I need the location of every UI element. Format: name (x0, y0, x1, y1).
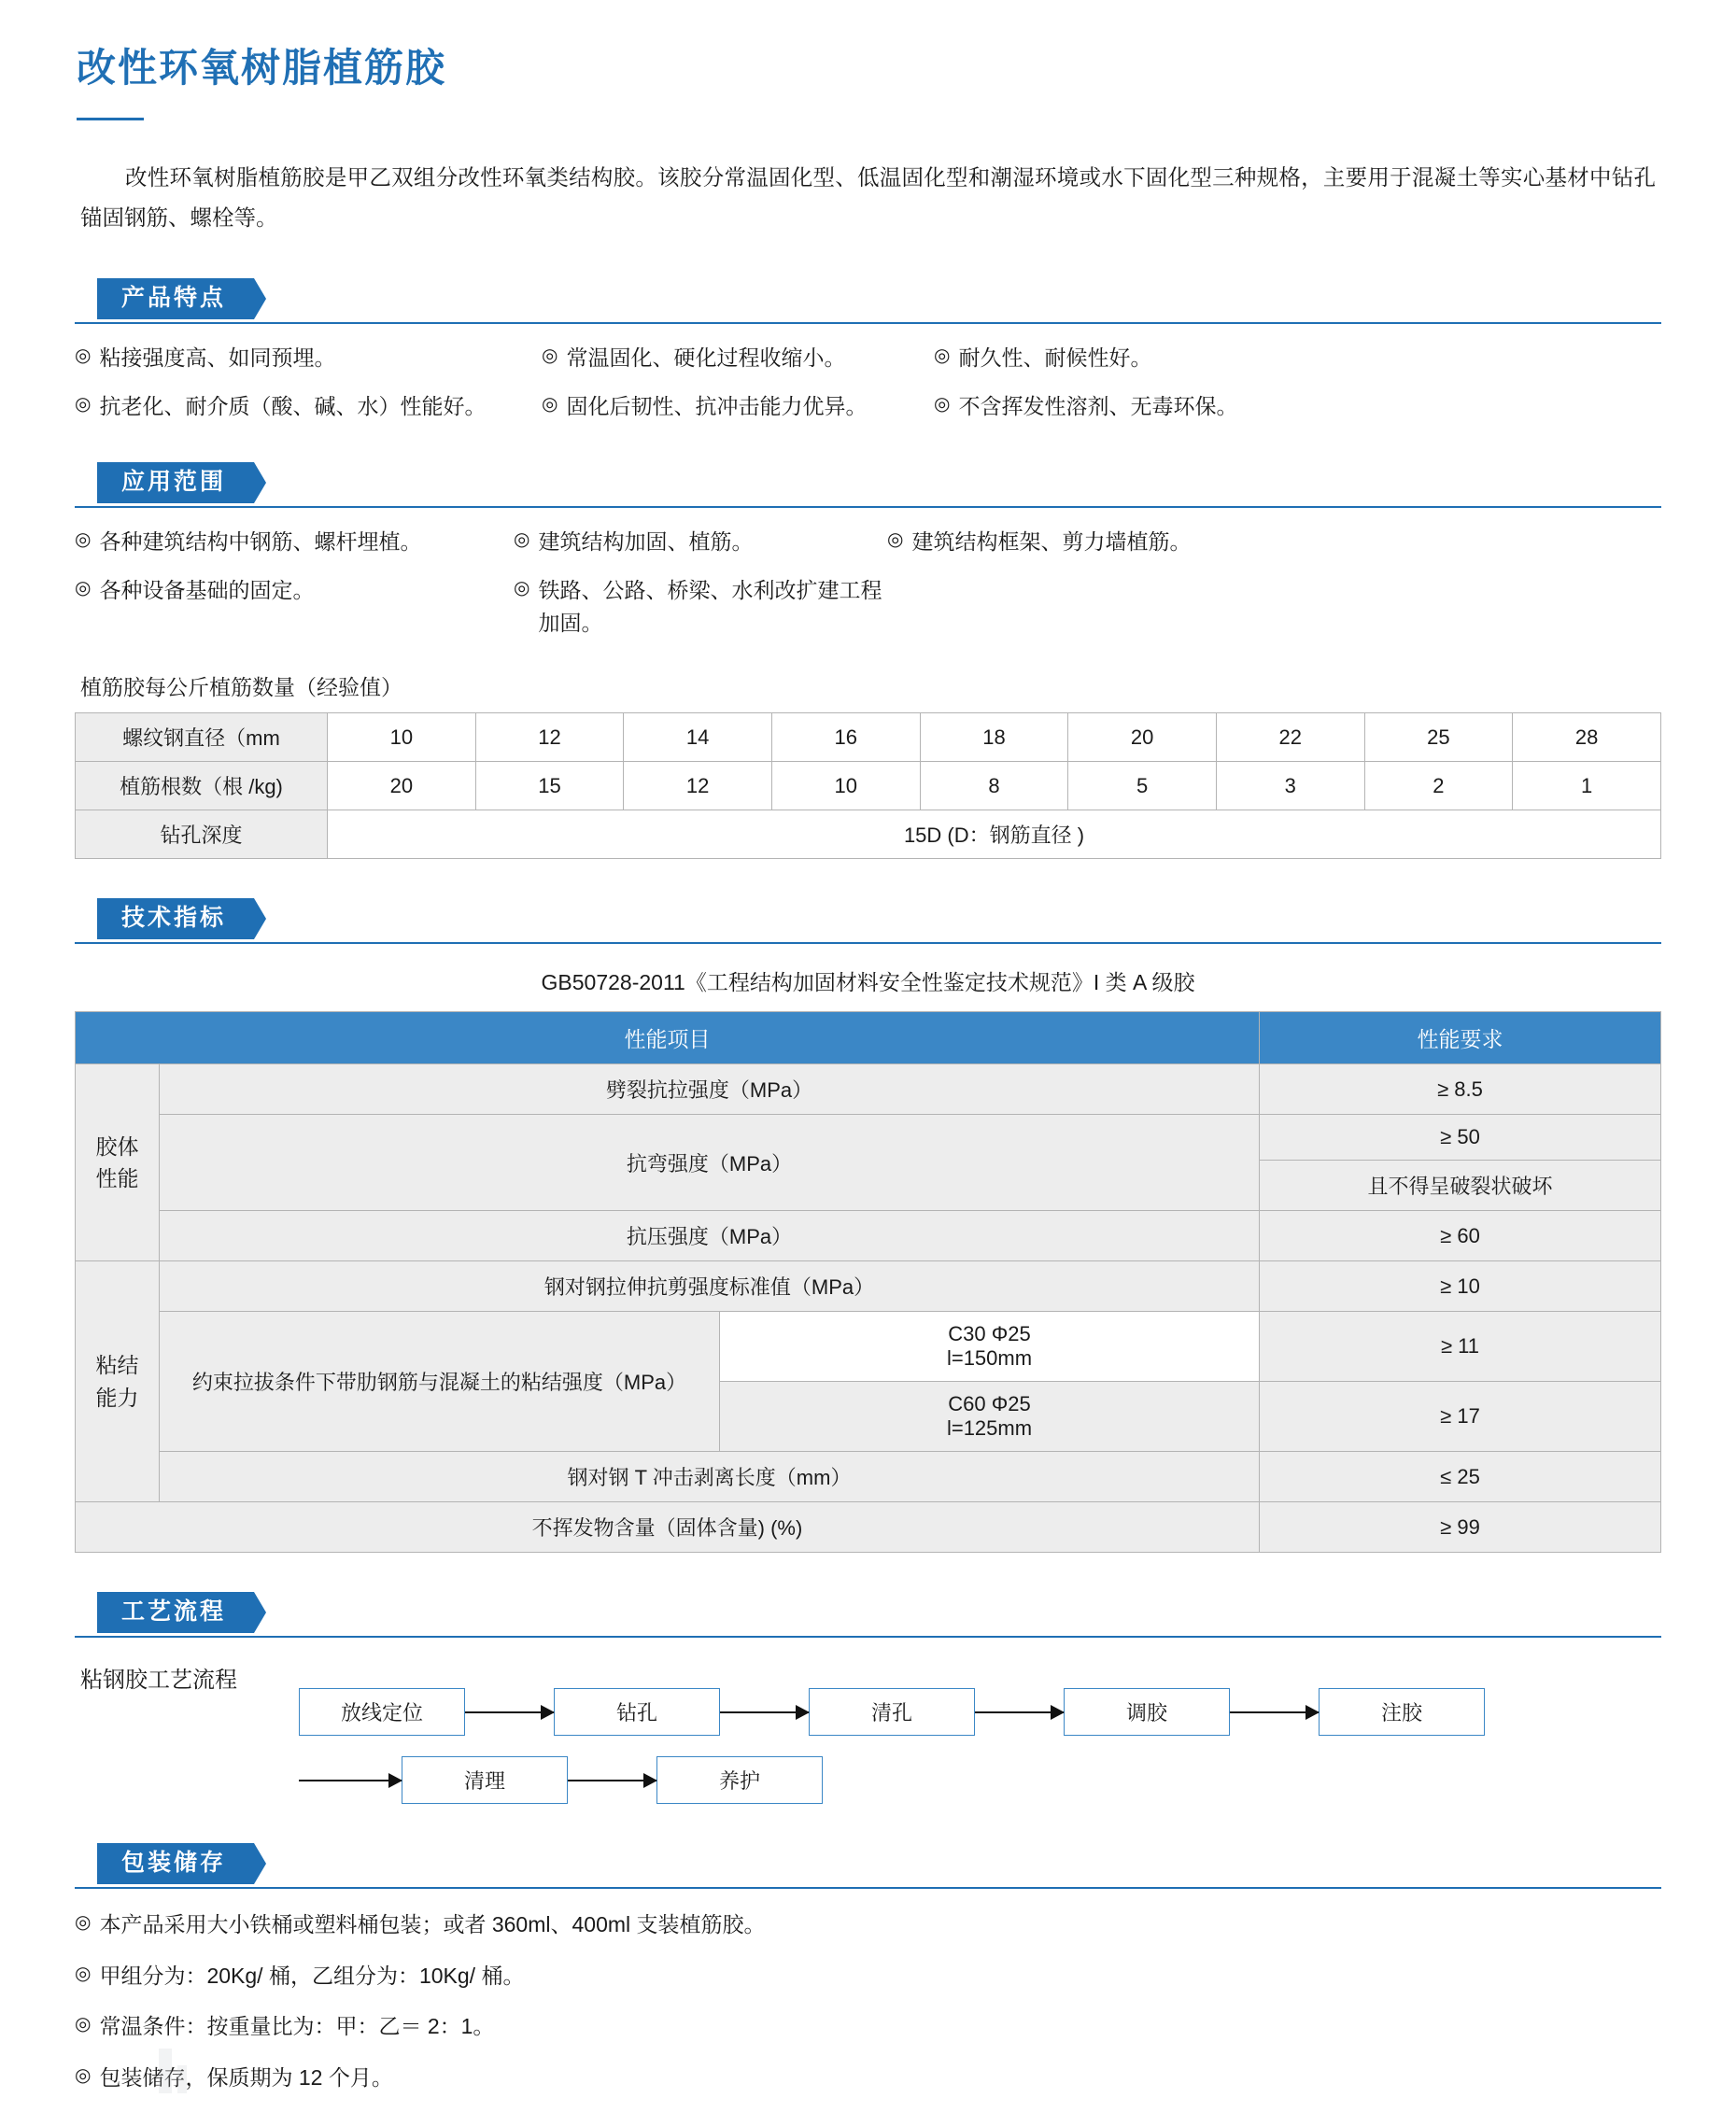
bullet-icon: ◎ (934, 394, 951, 415)
table-row (76, 810, 1661, 859)
cell-bond-c60-value: ≥ 17 (1260, 1382, 1661, 1452)
group-label-glue: 胶体 性能 (76, 1064, 160, 1261)
list-item-label: 甲组分为：20Kg/ 桶，乙组分为：10Kg/ 桶。 (99, 1963, 525, 1988)
section-packaging (75, 1843, 1661, 2093)
list-item (514, 526, 887, 558)
cell: 20 (1068, 713, 1217, 762)
cell-bond-c60-line1: C60 Φ25 (948, 1392, 1031, 1416)
title-divider (77, 118, 144, 120)
column-header-item: 性能项目 (76, 1012, 1260, 1064)
cell-shear-value: ≥ 10 (1260, 1261, 1661, 1312)
applications-list (75, 526, 1661, 640)
cell-shear: 钢对钢拉伸抗剪强度标准值（MPa） (160, 1261, 1260, 1312)
flow-arrow-icon (720, 1711, 809, 1713)
flow-step-4: 调胶 (1064, 1688, 1230, 1736)
table-row (76, 713, 1661, 762)
list-item (542, 342, 934, 374)
cell-drill-depth: 15D (D：钢筋直径 ) (328, 810, 1661, 859)
list-item (75, 2010, 1661, 2043)
bullet-icon: ◎ (75, 2014, 92, 2035)
cell-flexural-value: ≥ 50 (1260, 1115, 1661, 1161)
cell-split-tensile-value: ≥ 8.5 (1260, 1064, 1661, 1115)
section-title-features: 产品特点 (97, 278, 254, 319)
bullet-icon: ◎ (542, 394, 558, 415)
list-item (934, 342, 1661, 374)
section-rule (75, 942, 1661, 944)
cell: 12 (475, 713, 624, 762)
cell-bond-strength: 约束拉拔条件下带肋钢筋与混凝土的粘结强度（MPa） (160, 1312, 720, 1452)
cell: 8 (920, 762, 1068, 810)
table-row (76, 1502, 1661, 1553)
table-row (76, 1261, 1661, 1312)
cell: 16 (771, 713, 920, 762)
cell: 3 (1216, 762, 1364, 810)
cell-bond-c30-line2: l=150mm (946, 1346, 1033, 1371)
cell: 25 (1364, 713, 1513, 762)
section-features (75, 278, 1661, 423)
list-item (75, 342, 542, 374)
cell: 18 (920, 713, 1068, 762)
row-label: 植筋根数（根 /kg) (76, 762, 328, 810)
cell: 12 (624, 762, 772, 810)
cell-bond-c60 (720, 1382, 1260, 1452)
bullet-icon: ◎ (514, 528, 530, 550)
flow-arrow-icon (568, 1780, 656, 1781)
cell-split-tensile: 劈裂抗拉强度（MPa） (160, 1064, 1260, 1115)
cell-bond-c30-line1: C30 Φ25 (948, 1322, 1031, 1346)
page-title: 改性环氧树脂植筋胶 (77, 46, 447, 90)
group-label-bond: 粘结 能力 (76, 1261, 160, 1502)
section-applications (75, 462, 1661, 860)
rebar-table-caption: 植筋胶每公斤植筋数量（经验值） (80, 675, 402, 700)
flow-arrow-icon (299, 1780, 402, 1781)
section-header-applications (75, 462, 1661, 505)
cell: 1 (1513, 762, 1661, 810)
list-item-label: 铁路、公路、桥梁、水利改扩建工程加固。 (538, 578, 882, 635)
list-item-label: 常温固化、硬化过程收缩小。 (566, 345, 846, 370)
cell-compressive-value: ≥ 60 (1260, 1211, 1661, 1261)
cell-peel: 钢对钢 T 冲击剥离长度（mm） (160, 1452, 1260, 1502)
list-item-label: 不含挥发性溶剂、无毒环保。 (958, 394, 1238, 419)
section-rule (75, 322, 1661, 324)
list-item (75, 1960, 1661, 1992)
cell-bond-c60-line2: l=125mm (946, 1416, 1033, 1441)
bullet-icon: ◎ (75, 394, 92, 415)
flow-step-5: 注胶 (1319, 1688, 1485, 1736)
flow-row-1 (299, 1688, 1661, 1736)
cell: 10 (328, 713, 476, 762)
bullet-icon: ◎ (75, 345, 92, 366)
list-item (934, 390, 1661, 423)
list-item-label: 建筑结构加固、植筋。 (538, 528, 754, 554)
list-item-label: 建筑结构框架、剪力墙植筋。 (911, 528, 1192, 554)
section-rule (75, 1887, 1661, 1889)
list-item-label: 粘接强度高、如同预埋。 (99, 345, 336, 370)
bullet-icon: ◎ (75, 528, 92, 550)
cell: 2 (1364, 762, 1513, 810)
bullet-icon: ◎ (75, 1912, 92, 1934)
bullet-icon: ◎ (514, 578, 530, 599)
row-label: 螺纹钢直径（mm (76, 713, 328, 762)
cell-peel-value: ≤ 25 (1260, 1452, 1661, 1502)
list-item (514, 574, 887, 639)
list-item-label: 耐久性、耐候性好。 (958, 345, 1152, 370)
table-row (76, 1211, 1661, 1261)
flow-step-1: 放线定位 (299, 1688, 465, 1736)
list-item-label: 本产品采用大小铁桶或塑料桶包装；或者 360ml、400ml 支装植筋胶。 (99, 1912, 766, 1937)
bullet-icon: ◎ (934, 345, 951, 366)
list-item (75, 390, 542, 423)
cell-compressive: 抗压强度（MPa） (160, 1211, 1260, 1261)
flow-arrow-icon (1230, 1711, 1319, 1713)
flow-arrow-icon (975, 1711, 1064, 1713)
flow-arrow-icon (465, 1711, 554, 1713)
section-rule (75, 506, 1661, 508)
list-item-label: 各种建筑结构中钢筋、螺杆埋植。 (99, 528, 422, 554)
bullet-icon: ◎ (542, 345, 558, 366)
cell-nonvolatile: 不挥发物含量（固体含量) (%) (76, 1502, 1260, 1553)
flow-step-2: 钻孔 (554, 1688, 720, 1736)
features-list (75, 342, 1661, 423)
list-item-label: 各种设备基础的固定。 (99, 578, 315, 603)
section-title-process: 工艺流程 (97, 1592, 254, 1633)
flow-step-7: 养护 (656, 1756, 823, 1804)
bullet-icon: ◎ (75, 1963, 92, 1984)
list-item-label: 抗老化、耐介质（酸、碱、水）性能好。 (99, 394, 487, 419)
list-item-label: 包装储存，保质期为 12 个月。 (99, 2064, 393, 2090)
cell: 22 (1216, 713, 1364, 762)
column-header-requirement: 性能要求 (1260, 1012, 1661, 1064)
cell: 5 (1068, 762, 1217, 810)
list-item-label: 固化后韧性、抗冲击能力优异。 (566, 394, 868, 419)
section-title-applications: 应用范围 (97, 462, 254, 503)
cell: 10 (771, 762, 920, 810)
flow-row-2 (299, 1756, 1661, 1804)
cell-bond-c30 (720, 1312, 1260, 1382)
intro-paragraph: 改性环氧树脂植筋胶是甲乙双组分改性环氧类结构胶。该胶分常温固化型、低温固化型和潮湿环境或水下固化型三种规格，主要用于混凝土等实心基材中钻孔锚固钢筋、螺栓等。 (80, 165, 1656, 231)
standard-reference: GB50728-2011《工程结构加固材料安全性鉴定技术规范》I 类 A 级胶 (541, 970, 1195, 995)
section-header-process (75, 1592, 1661, 1635)
list-item-label: 常温条件：按重量比为：甲：乙＝ 2：1。 (99, 2014, 495, 2039)
flow-step-6: 清理 (402, 1756, 568, 1804)
list-item (75, 526, 514, 558)
section-header-packaging (75, 1843, 1661, 1886)
flow-step-3: 清孔 (809, 1688, 975, 1736)
list-item (75, 1908, 1661, 1941)
table-header-row (76, 1012, 1661, 1064)
cell-flexural: 抗弯强度（MPa） (160, 1115, 1260, 1211)
section-technical (75, 898, 1661, 1553)
section-header-features (75, 278, 1661, 321)
bullet-icon: ◎ (887, 528, 904, 550)
list-item (75, 574, 514, 639)
rebar-quantity-table (75, 712, 1661, 859)
section-rule (75, 1636, 1661, 1638)
cell: 15 (475, 762, 624, 810)
cell-nonvolatile-value: ≥ 99 (1260, 1502, 1661, 1553)
row-label: 钻孔深度 (76, 810, 328, 859)
technical-spec-table (75, 1011, 1661, 1553)
bullet-icon: ◎ (75, 578, 92, 599)
process-flowchart (75, 1688, 1661, 1804)
table-row (76, 1064, 1661, 1115)
section-title-packaging: 包装储存 (97, 1843, 254, 1884)
section-title-technical: 技术指标 (97, 898, 254, 939)
table-row (76, 1312, 1661, 1382)
cell-bond-c30-value: ≥ 11 (1260, 1312, 1661, 1382)
cell: 28 (1513, 713, 1661, 762)
table-row (76, 762, 1661, 810)
table-row (76, 1452, 1661, 1502)
bullet-icon: ◎ (75, 2064, 92, 2086)
list-item (542, 390, 934, 423)
section-process (75, 1592, 1661, 1804)
section-header-technical (75, 898, 1661, 941)
table-row (76, 1115, 1661, 1161)
cell: 14 (624, 713, 772, 762)
cell-flexural-note: 且不得呈破裂状破坏 (1260, 1161, 1661, 1211)
list-item (887, 526, 1661, 558)
packaging-list (75, 1908, 1661, 2093)
list-item (75, 2062, 1661, 2094)
process-caption: 粘钢胶工艺流程 (80, 1668, 237, 1694)
cell: 20 (328, 762, 476, 810)
